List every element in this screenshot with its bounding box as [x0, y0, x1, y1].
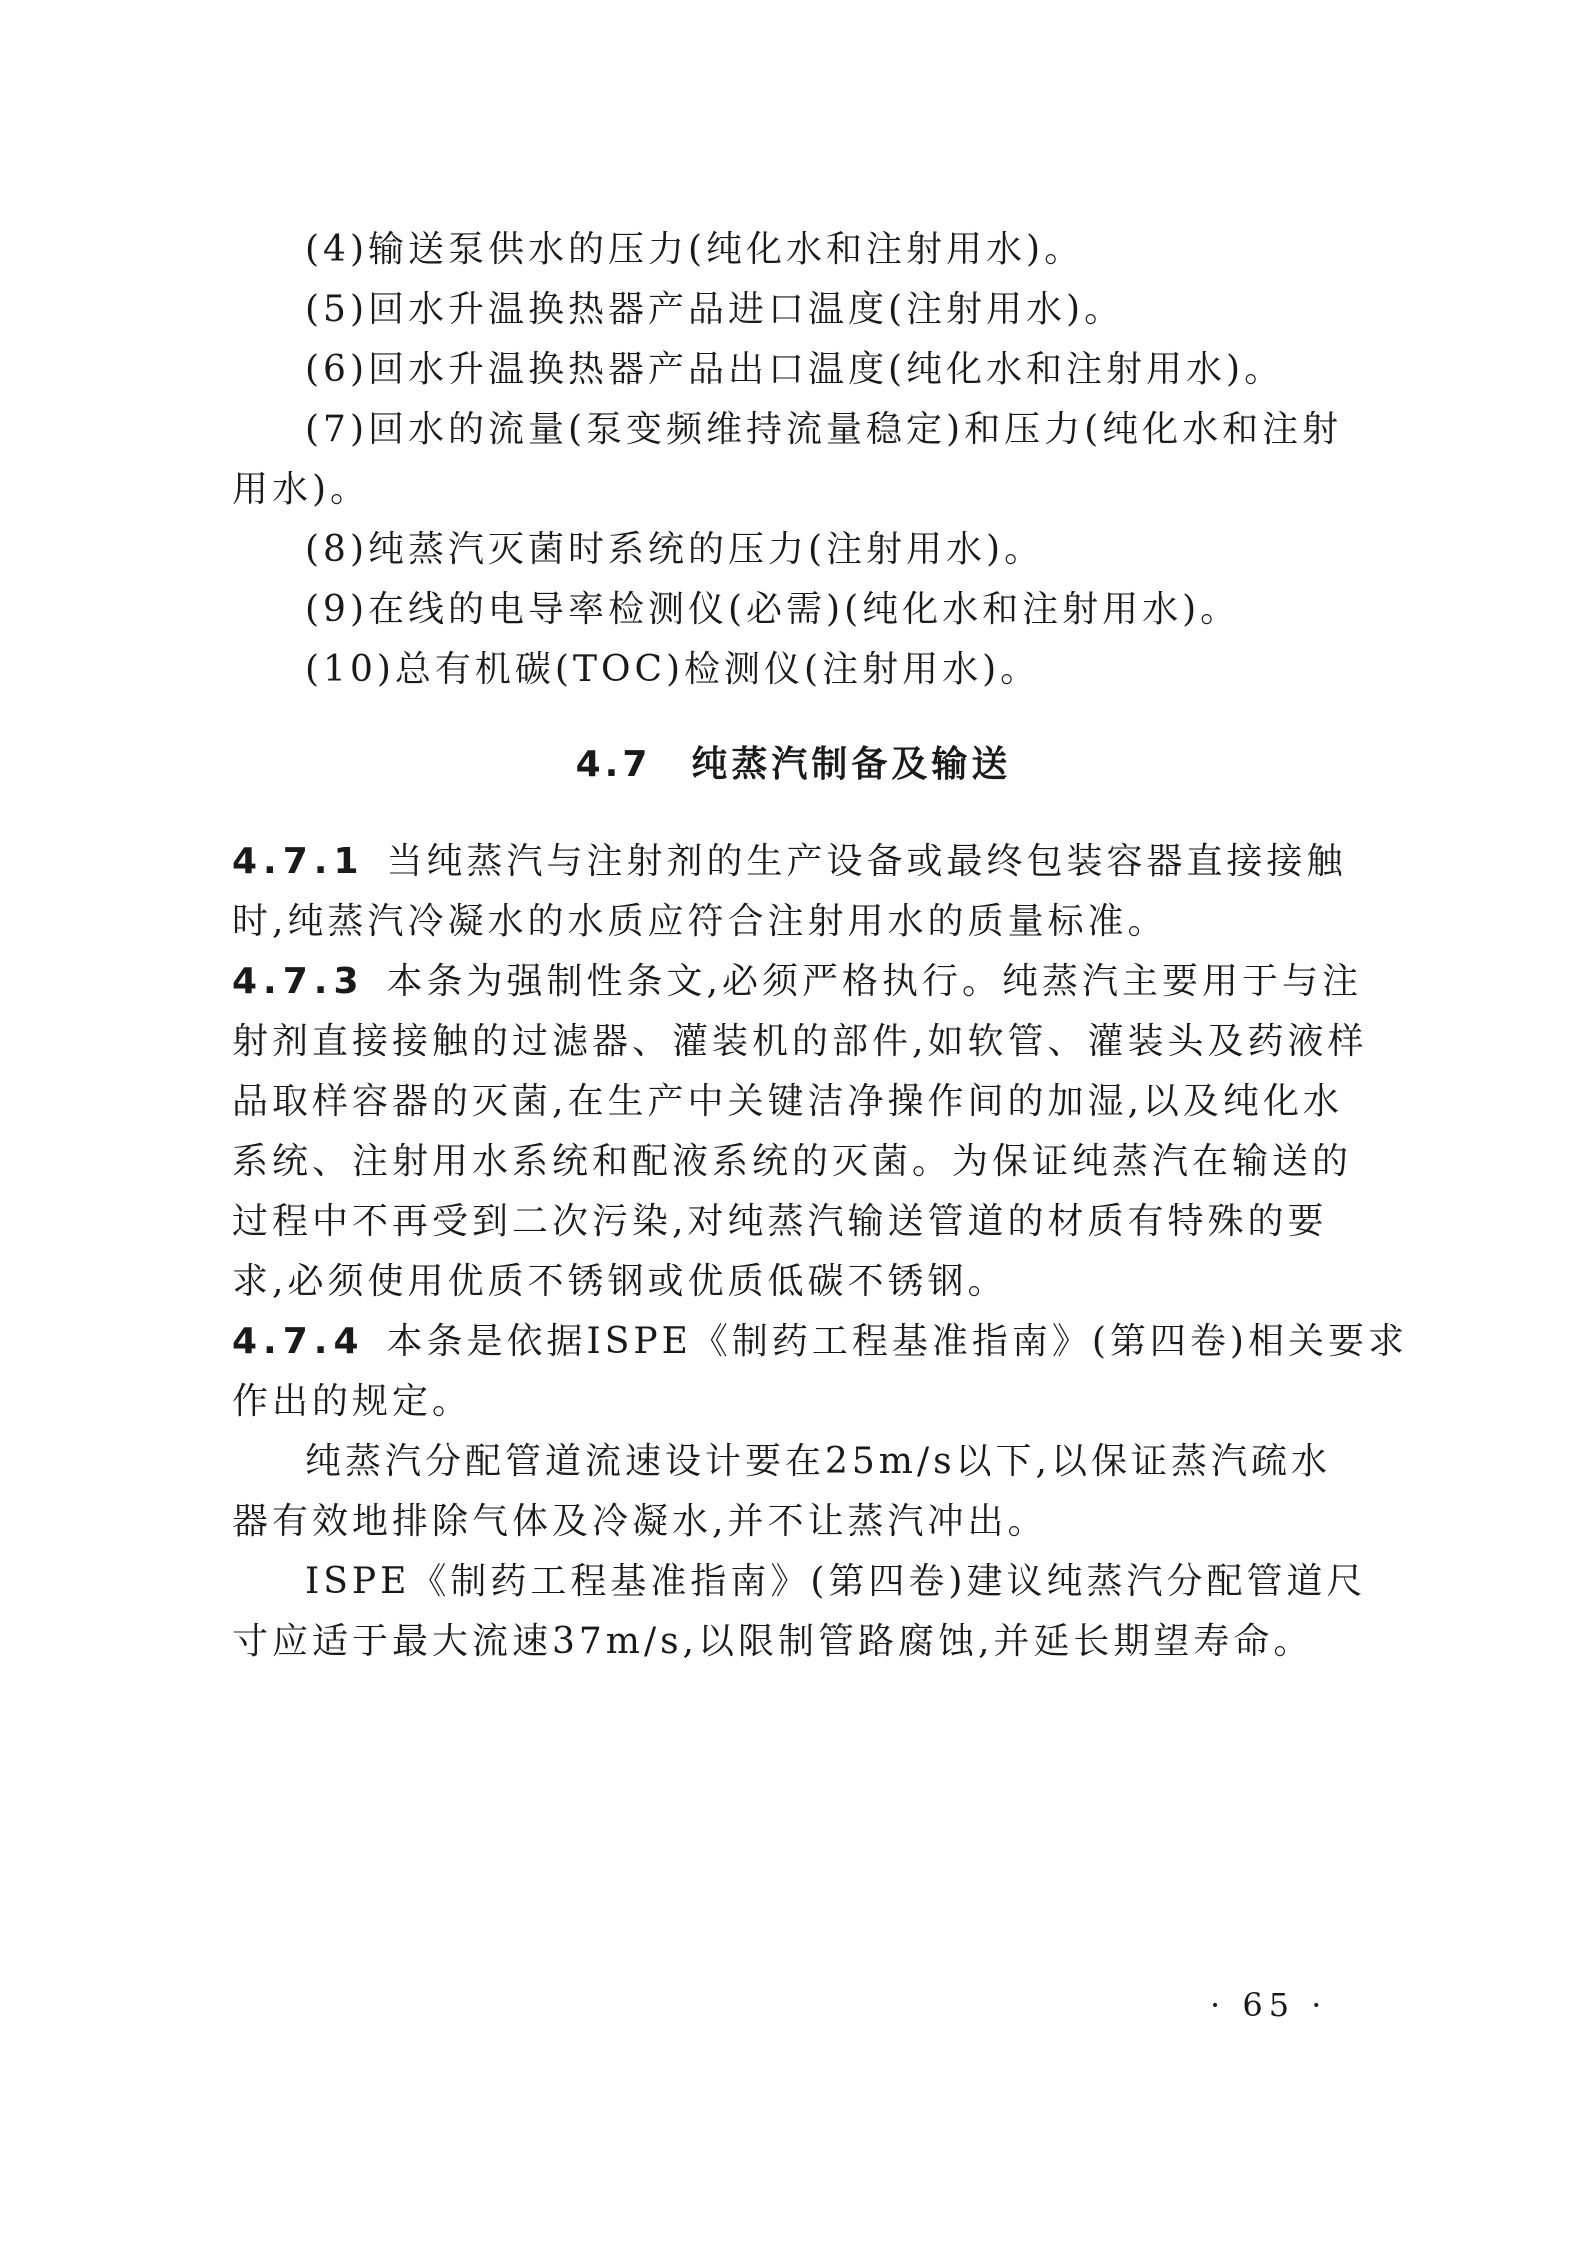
clause-number: 4.7.4: [232, 1321, 365, 1362]
paragraph-1-line-1: 纯蒸汽分配管道流速设计要在25m/s以下,以保证蒸汽疏水: [305, 1441, 1331, 1482]
clause-4-7-3-line-6: 求,必须使用优质不锈钢或优质低碳不锈钢。: [232, 1261, 1008, 1302]
clause-number: 4.7.3: [232, 961, 365, 1002]
list-item-6: (6)回水升温换热器产品出口温度(纯化水和注射用水)。: [305, 349, 1285, 390]
section-title: 纯蒸汽制备及输送: [691, 744, 1012, 785]
list-item-7-continued: 用水)。: [232, 469, 371, 510]
clause-number: 4.7.1: [232, 841, 365, 882]
clause-text: 本条为强制性条文,必须严格执行。纯蒸汽主要用于与注: [386, 961, 1362, 1002]
clause-4-7-4-line-2: 作出的规定。: [232, 1381, 473, 1422]
list-item-10: (10)总有机碳(TOC)检测仪(注射用水)。: [305, 649, 1041, 690]
paragraph-1-line-2: 器有效地排除气体及冷凝水,并不让蒸汽冲出。: [232, 1501, 1048, 1542]
clause-4-7-1-line-2: 时,纯蒸汽冷凝水的水质应符合注射用水的质量标准。: [232, 901, 1168, 942]
clause-4-7-3-line-4: 系统、注射用水系统和配液系统的灭菌。为保证纯蒸汽在输送的: [232, 1141, 1353, 1182]
clause-text: 当纯蒸汽与注射剂的生产设备或最终包装容器直接接触: [386, 841, 1347, 882]
clause-4-7-3-line-5: 过程中不再受到二次污染,对纯蒸汽输送管道的材质有特殊的要: [232, 1201, 1328, 1242]
clause-text: 本条是依据ISPE《制药工程基准指南》(第四卷)相关要求: [386, 1321, 1408, 1362]
list-item-7: (7)回水的流量(泵变频维持流量稳定)和压力(纯化水和注射: [305, 409, 1343, 450]
clause-4-7-4-line-1: [232, 1320, 1408, 1364]
clause-4-7-3-line-3: 品取样容器的灭菌,在生产中关键洁净操作间的加湿,以及纯化水: [232, 1081, 1343, 1122]
list-item-5: (5)回水升温换热器产品进口温度(注射用水)。: [305, 289, 1125, 330]
paragraph-2-line-2: 寸应适于最大流速37m/s,以限制管路腐蚀,并延长期望寿命。: [232, 1621, 1314, 1662]
clause-4-7-1-line-1: [232, 840, 1347, 884]
clause-4-7-3-line-2: 射剂直接接触的过滤器、灌装机的部件,如软管、灌装头及药液样: [232, 1021, 1368, 1062]
section-heading: [0, 743, 1587, 787]
list-item-8: (8)纯蒸汽灭菌时系统的压力(注射用水)。: [305, 529, 1045, 570]
section-number: 4.7: [575, 744, 652, 785]
paragraph-2-line-1: ISPE《制药工程基准指南》(第四卷)建议纯蒸汽分配管道尺: [305, 1561, 1367, 1602]
page-number: · 65 ·: [1210, 1986, 1328, 2024]
list-item-9: (9)在线的电导率检测仪(必需)(纯化水和注射用水)。: [305, 589, 1241, 630]
clause-4-7-3-line-1: [232, 960, 1362, 1004]
list-item-4: (4)输送泵供水的压力(纯化水和注射用水)。: [305, 229, 1085, 270]
